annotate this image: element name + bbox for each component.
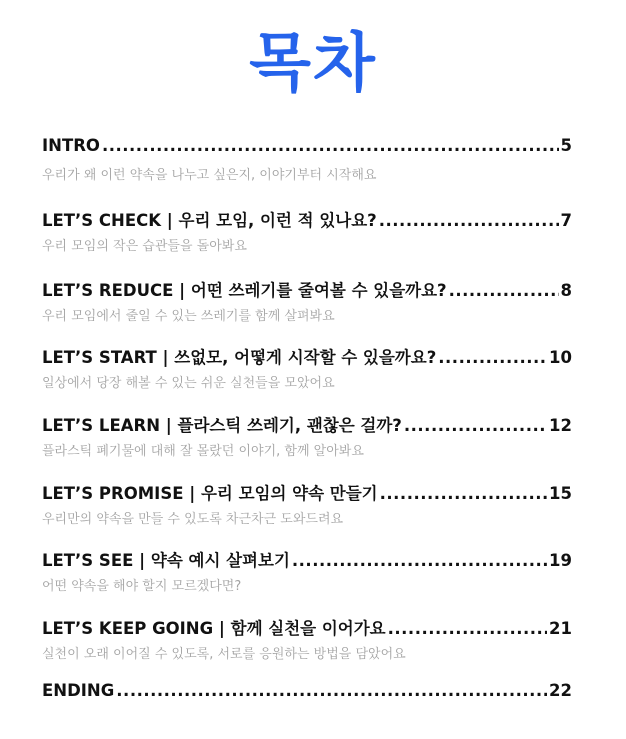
toc-leader-dots [102, 136, 559, 155]
toc-entry-line [42, 344, 572, 366]
toc-entry-line [42, 480, 572, 502]
toc-entry-check[interactable] [42, 207, 572, 253]
toc-entry-line [42, 136, 572, 158]
toc-entry-label: LET’S START | 쓰없모, 어떻게 시작할 수 있을까요? [42, 348, 437, 367]
toc-entry-label: LET’S LEARN | 플라스틱 쓰레기, 괜찮은 걸까? [42, 416, 402, 435]
toc-leader-dots [116, 681, 547, 700]
toc-entry-label: LET’S PROMISE | 우리 모임의 약속 만들기 [42, 484, 378, 503]
toc-entry-description: 플라스틱 폐기물에 대해 잘 몰랐던 이야기, 함께 알아봐요 [42, 444, 364, 459]
toc-entry-line [42, 681, 572, 703]
toc-entry-description: 일상에서 당장 해볼 수 있는 쉬운 실천들을 모았어요 [42, 376, 335, 391]
toc-leader-dots [438, 348, 547, 367]
toc-entry-description: 실천이 오래 이어질 수 있도록, 서로를 응원하는 방법을 담았어요 [42, 647, 406, 662]
toc-entry-start[interactable] [42, 344, 572, 390]
toc-leader-dots [388, 619, 547, 638]
toc-entry-promise[interactable] [42, 480, 572, 526]
toc-entry-label: INTRO [42, 136, 100, 155]
toc-entry-description: 우리 모임에서 줄일 수 있는 쓰레기를 함께 살펴봐요 [42, 309, 335, 324]
toc-entry-label: LET’S CHECK | 우리 모임, 이런 적 있나요? [42, 211, 377, 230]
toc-leader-dots [380, 484, 547, 503]
toc-page-number: 10 [549, 348, 572, 367]
toc-entry-learn[interactable] [42, 412, 572, 458]
toc-entry-label: LET’S KEEP GOING | 함께 실천을 이어가요 [42, 619, 386, 638]
toc-page-number: 19 [549, 551, 572, 570]
toc-entry-description: 우리가 왜 이런 약속을 나누고 싶은지, 이야기부터 시작해요 [42, 168, 377, 183]
toc-page-number: 12 [549, 416, 572, 435]
toc-page-number: 21 [549, 619, 572, 638]
toc-entry-label: LET’S SEE | 약속 예시 살펴보기 [42, 551, 290, 570]
toc-entry-see[interactable] [42, 547, 572, 593]
toc-leader-dots [379, 211, 559, 230]
toc-leader-dots [292, 551, 547, 570]
toc-entry-ending[interactable] [42, 681, 572, 703]
page-title: 목차 [249, 27, 377, 101]
toc-entry-reduce[interactable] [42, 277, 572, 323]
toc-entry-label: ENDING [42, 681, 115, 700]
toc-entry-label: LET’S REDUCE | 어떤 쓰레기를 줄여볼 수 있을까요? [42, 281, 447, 300]
toc-entry-description: 우리 모임의 작은 습관들을 돌아봐요 [42, 239, 247, 254]
toc-page-number: 8 [560, 281, 572, 300]
toc-page-number: 7 [560, 211, 572, 230]
toc-entry-line [42, 277, 572, 299]
toc-page-number: 15 [549, 484, 572, 503]
toc-entry-line [42, 412, 572, 434]
toc-entry-intro[interactable] [42, 136, 572, 182]
toc-entry-line [42, 615, 572, 637]
toc-leader-dots [449, 281, 559, 300]
toc-entry-description: 우리만의 약속을 만들 수 있도록 차근차근 도와드려요 [42, 512, 344, 527]
toc-entry-keep-going[interactable] [42, 615, 572, 661]
toc-entry-line [42, 207, 572, 229]
toc-entry-line [42, 547, 572, 569]
toc-page-number: 22 [549, 681, 572, 700]
toc-page-number: 5 [560, 136, 572, 155]
toc-entry-description: 어떤 약속을 해야 할지 모르겠다면? [42, 579, 242, 594]
toc-leader-dots [404, 416, 547, 435]
